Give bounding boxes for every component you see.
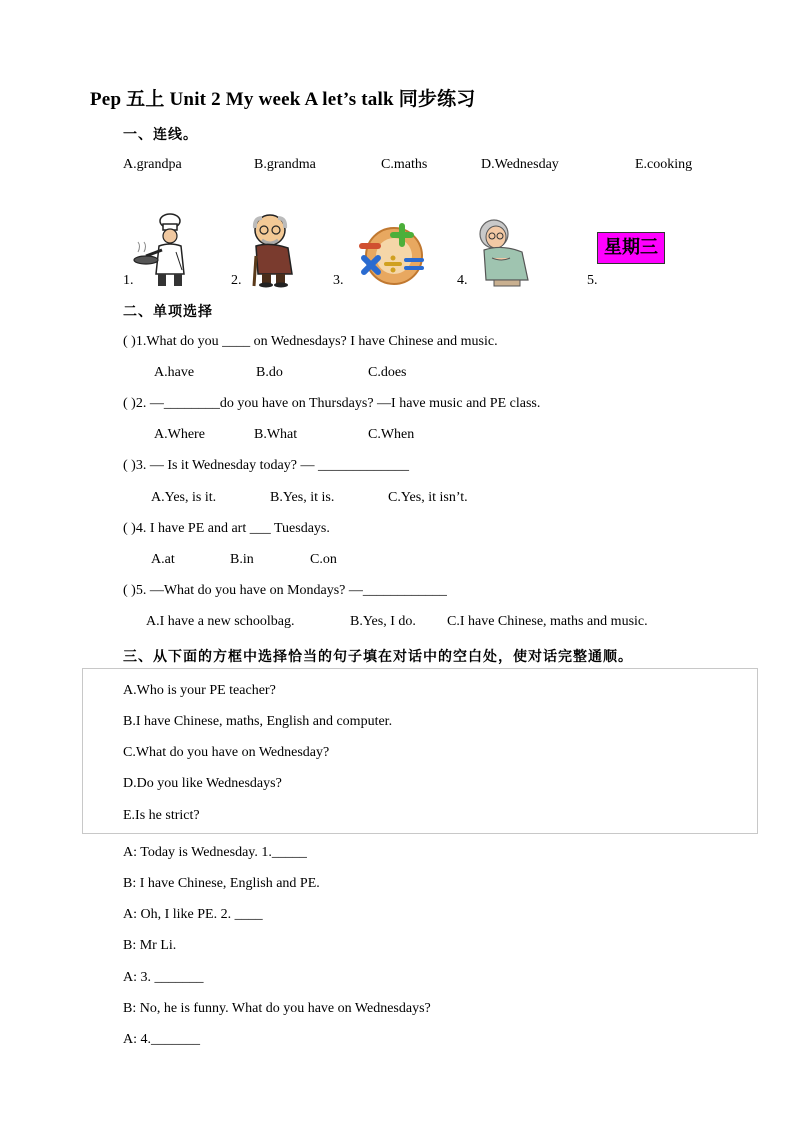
- dialogue-line-5: A: 3. _______: [123, 970, 204, 985]
- q5-option-a: A.I have a new schoolbag.: [146, 614, 295, 629]
- section-1-heading: 一、连线。: [123, 128, 198, 143]
- question-3: ( )3. — Is it Wednesday today? — _____________: [123, 458, 409, 473]
- section-2-heading: 二、单项选择: [123, 305, 213, 320]
- grandma-picture: [472, 218, 536, 288]
- dialogue-line-7: A: 4._______: [123, 1032, 200, 1047]
- match-word-d: D.Wednesday: [481, 157, 559, 172]
- page-title: Pep 五上 Unit 2 My week A let’s talk 同步练习: [90, 89, 476, 110]
- q2-option-a: A.Where: [154, 427, 205, 442]
- q3-option-c: C.Yes, it isn’t.: [388, 490, 468, 505]
- match-word-e: E.cooking: [635, 157, 693, 172]
- choice-c: C.What do you have on Wednesday?: [123, 745, 330, 760]
- dialogue-line-3: A: Oh, I like PE. 2. ____: [123, 907, 263, 922]
- picture-number-4: 4.: [457, 273, 468, 288]
- q4-option-c: C.on: [310, 552, 337, 567]
- choice-a: A.Who is your PE teacher?: [123, 683, 276, 698]
- maths-symbols-picture: [356, 222, 428, 286]
- picture-number-1: 1.: [123, 273, 134, 288]
- question-5: ( )5. —What do you have on Mondays? —____________: [123, 583, 447, 598]
- q3-option-b: B.Yes, it is.: [270, 490, 335, 505]
- q5-option-b: B.Yes, I do.: [350, 614, 416, 629]
- q1-option-a: A.have: [154, 365, 195, 380]
- question-4: ( )4. I have PE and art ___ Tuesdays.: [123, 521, 330, 536]
- match-word-b: B.grandma: [254, 157, 316, 172]
- q4-option-a: A.at: [151, 552, 175, 567]
- choice-e: E.Is he strict?: [123, 808, 200, 823]
- grandpa-picture: [242, 212, 302, 288]
- q1-option-c: C.does: [368, 365, 407, 380]
- choice-b: B.I have Chinese, maths, English and computer.: [123, 714, 393, 729]
- chef-cooking-picture: [132, 212, 198, 288]
- picture-number-5: 5.: [587, 273, 598, 288]
- wednesday-badge: 星期三: [597, 232, 665, 264]
- section-3-heading: 三、从下面的方框中选择恰当的句子填在对话中的空白处，使对话完整通顺。: [123, 650, 633, 665]
- dialogue-line-4: B: Mr Li.: [123, 938, 177, 953]
- choice-d: D.Do you like Wednesdays?: [123, 776, 282, 791]
- match-word-a: A.grandpa: [123, 157, 182, 172]
- picture-number-3: 3.: [333, 273, 344, 288]
- q5-option-c: C.I have Chinese, maths and music.: [447, 614, 648, 629]
- q3-option-a: A.Yes, is it.: [151, 490, 217, 505]
- dialogue-line-2: B: I have Chinese, English and PE.: [123, 876, 320, 891]
- q4-option-b: B.in: [230, 552, 254, 567]
- dialogue-line-1: A: Today is Wednesday. 1._____: [123, 845, 307, 860]
- q2-option-c: C.When: [368, 427, 415, 442]
- picture-number-2: 2.: [231, 273, 242, 288]
- q1-option-b: B.do: [256, 365, 283, 380]
- match-word-c: C.maths: [381, 157, 428, 172]
- dialogue-line-6: B: No, he is funny. What do you have on Wednesdays?: [123, 1001, 431, 1016]
- question-1: ( )1.What do you ____ on Wednesdays? I have Chinese and music.: [123, 334, 498, 349]
- q2-option-b: B.What: [254, 427, 298, 442]
- question-2: ( )2. —________do you have on Thursdays? —I have music and PE class.: [123, 396, 541, 411]
